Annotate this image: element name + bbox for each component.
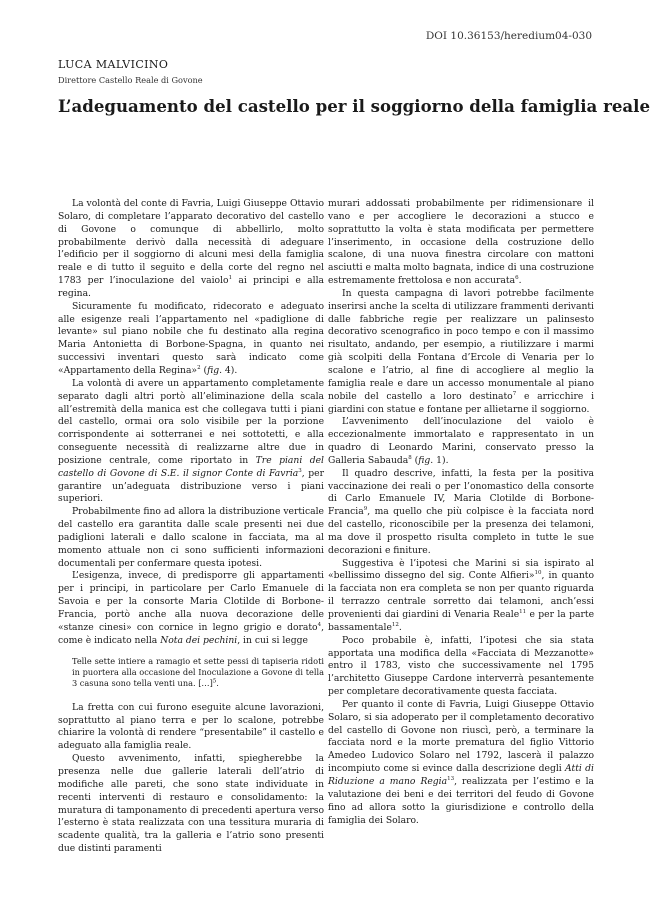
text-column-left: [58, 198, 324, 856]
paragraph: Suggestiva è l’ipotesi che Marini si sia ispirato al «bellissimo dissegno del sig. Conte Alfieri»$^{10}$, in quanto la facciata non era completa se non per quanto riguarda il terrazzo centrale sorretto dai telamoni, anch’essi provenienti dai giardini di Venaria Reale$^{11}$ e per la parte bassamentale$^{12}$.: [328, 557, 595, 633]
footnote-ref[interactable]: 13: [447, 775, 455, 782]
paragraph: La volontà del conte di Favria, Luigi Giuseppe Ottavio Solaro, di completare l’apparato decorativo del castello di Govone o comunque di abbellirlo, molto probabilmente derivò dalla necessità di adeguare l’edificio per il soggiorno di alcuni mesi della famiglia reale e di tutto il seguito e della corte del regno nel 1783 per l’inoculazione del vaiolo$^1$ ai principi e alla regina.: [58, 198, 324, 299]
paragraph: Poco probabile è, infatti, l’ipotesi che sia stata apportata una modifica della «Facciata di Mezzanotte» entro il 1783, visto che successivamente nel 1795 l’architetto Giuseppe Cardone interverrà pesantemente per completare decorativamente questa facciata.: [328, 634, 594, 698]
paragraph: La fretta con cui furono eseguite alcune lavorazioni, soprattutto al piano terra e per lo scalone, potrebbe chiarire la volontà di rendere “presentabile” il castello e adeguato alla famiglia reale.: [58, 701, 324, 752]
footnote-ref[interactable]: 2: [197, 364, 201, 371]
footnote-ref[interactable]: 11: [519, 608, 527, 615]
paragraph: La volontà di avere un appartamento completamente separato dagli altri portò all’eliminazione della scala all’estremità della manica est che collegava tutti i piani del castello, ormai ora solo visibile per la porzione corrispondente ai sotterranei e nei sottotetti, e alla conseguente necessità di realizzarne altre due in posizione centrale, come riportato in Tre piani del castello di Govone di S.E. il signor Conte di Favria$^3$, per garantire un’adeguata distribuzione verso i piani superiori.: [58, 377, 324, 505]
document-title: Atti di Riduzione a mano Regia: [328, 763, 594, 787]
text-column-right: [328, 198, 594, 827]
footnote-ref[interactable]: 10: [534, 570, 542, 577]
paragraph: L’esigenza, invece, di predisporre gli appartamenti per i principi, in particolare per Carlo Emanuele di Savoia e per la consorte Maria Clotilde di Borbone-Francia, portò anche alla nuova decorazione delle «stanze cinesi» con cornice in legno grigio e dorato$^4$, come è indicato nella Nota dei pechini, in cui si legge: [58, 570, 324, 646]
article-title: L’adeguamento del castello per il soggiorno della famiglia reale: [58, 96, 650, 116]
author-name: LUCA MALVICINO: [58, 58, 169, 71]
paragraph: Sicuramente fu modificato, ridecorato e adeguato alle esigenze reali l’appartamento nel «padiglione di levante» sul piano nobile che fu destinato alla regina Maria Antonietta di Borbone-Spagna, in quanto nei successivi inventari questo sarà indicato come «Appartamento della Regina»$^2$ (fig. 4).: [58, 300, 324, 376]
document-title: Tre piani del castello di Govone di S.E. il signor Conte di Favria: [58, 454, 324, 479]
footnote-ref[interactable]: 12: [391, 621, 399, 628]
doi-label: DOI 10.36153/heredium04-030: [425, 30, 592, 42]
author-affiliation: Direttore Castello Reale di Govone: [58, 75, 203, 85]
paragraph: Probabilmente fino ad allora la distribuzione verticale del castello era garantita dalle scale presenti nei due padiglioni laterali e dallo scalone in facciata, ma al momento attuale non ci sono sufficienti informazioni documentali per confermare questa ipotesi.: [58, 506, 324, 569]
footnote-ref[interactable]: 6: [515, 275, 519, 281]
footnote-ref[interactable]: 3: [298, 467, 302, 474]
block-quote: Telle sette intiere a ramagio et sette pessi di tapiseria ridoti in puortera alla occasione del Inoculazione a Govone di tella 3 casuna sono tella venti una. […]$^5$.: [72, 655, 324, 689]
footnote-ref[interactable]: 4: [317, 621, 322, 628]
footnote-ref[interactable]: 8: [408, 454, 412, 461]
paragraph: L’avvenimento dell’inoculazione del vaiolo è eccezionalmente immortalato e rappresentato in un quadro di Leonardo Marini, conservato presso la Galleria Sabauda$^8$ (fig. 1).: [328, 416, 594, 466]
paragraph: In questa campagna di lavori potrebbe facilmente inserirsi anche la scelta di utilizzare frammenti derivanti dalle fabbriche regie per realizzare un palinsesto decorativo scenografico in poco tempo e con il massimo risultato, andando, per esempio, a riutilizzare i marmi già scolpiti della Fontana d’Ercole di Venaria per lo scalone e l’atrio, al fine di accogliere al meglio la famiglia reale e dare un accesso monumentale al piano nobile del castello a loro destinato$^7$ e arricchire i giardini con statue e fontane per allietarne il soggiorno.: [328, 287, 595, 415]
paragraph: Questo avvenimento, infatti, spiegherebbe la presenza nelle due gallerie laterali dell’atrio di modifiche alle pareti, che sono state individuate in recenti interventi di restauro e consolidamento: la muratura di tamponamento di precedenti apertura verso l’esterno è stata realizzata con una tessitura muraria di scadente qualità, tra la galleria e l’atrio sono presenti due distinti paramenti: [58, 753, 324, 855]
document-title: Nota dei pechini: [160, 634, 238, 646]
footnote-ref[interactable]: 1: [228, 275, 233, 281]
paragraph: Per quanto il conte di Favria, Luigi Giuseppe Ottavio Solaro, si sia adoperato per il completamento decorativo del castello di Govone non riuscì, però, a terminare la facciata nord e la morte prematura del figlio Vittorio Amedeo Ludovico Solaro nel 1792, lascerà il palazzo incompiuto come si evince dalla descrizione degli Atti di Riduzione a mano Regia$^{13}$, realizzata per l’estimo e la valutazione dei beni e dei territori del feudo di Govone fino ad allora sotto la giurisdizione e controllo della famiglia dei Solaro.: [328, 698, 594, 826]
paragraph: murari addossati probabilmente per ridimensionare il vano e per accogliere le decorazioni a stucco e soprattutto la volta è stata modificata per permettere l’inserimento, in occasione della costruzione dello scalone, di una nuova finestra circolare con mattoni asciutti e malta molto bagnata, indice di una costruzione estremamente frettolosa e non accurata$^6$.: [328, 198, 594, 287]
footnote-ref[interactable]: 5: [212, 678, 217, 685]
footnote-ref[interactable]: 7: [512, 390, 517, 397]
footnote-ref[interactable]: 9: [363, 506, 368, 513]
paragraph: Il quadro descrive, infatti, la festa per la positiva vaccinazione dei reali o per l’onomastico della consorte di Carlo Emanuele IV, Maria Clotilde di Borbone-Francia$^9$, ma quello che più colpisce è la facciata nord del castello, riconoscibile per la presenza dei telamoni, ma dove il prospetto risulta completo in tutte le sue decorazioni e finiture.: [328, 467, 594, 556]
